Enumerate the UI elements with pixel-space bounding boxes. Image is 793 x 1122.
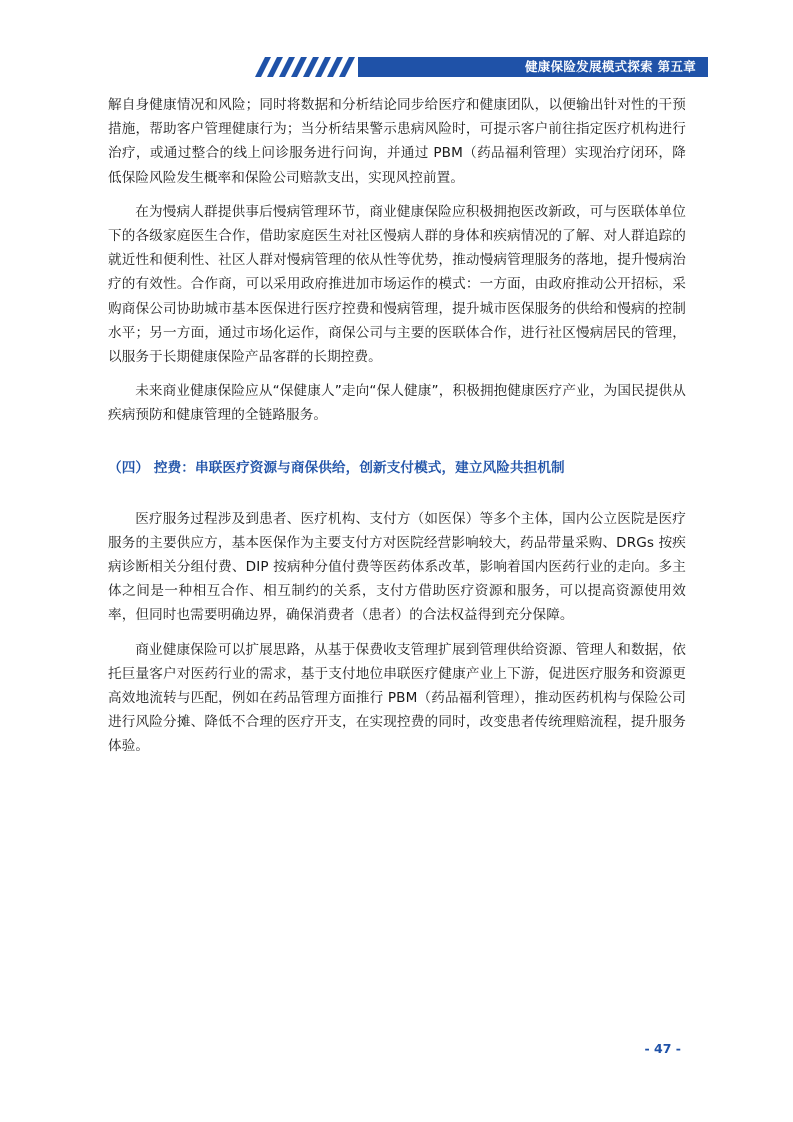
page-header — [0, 0, 793, 90]
header-title: 健康保险发展模式探索 第五章 — [524, 59, 696, 74]
body-paragraph: 在为慢病人群提供事后慢病管理环节，商业健康保险应积极拥抱医改新政，可与医联体单位下的各级家庭医生合作，借助家庭医生对社区慢病人群的身体和疾病情况的了解、对人群追踪的就近性和便利性、社区人群对慢病管理的依从性等优势，推动慢病管理服务的落地，提升慢病治疗的有效性。合作商，可以采用政府推进加市场运作的模式：一方面，由政府推动公开招标，采购商保公司协助城市基本医保进行医疗控费和慢病管理，提升城市医保服务的供给和慢病的控制水平；另一方面，通过市场化运作，商保公司与主要的医联体合作，进行社区慢病居民的管理，以服务于长期健康保险产品客群的长期控费。 — [108, 203, 686, 366]
body-paragraph: 解自身健康情况和风险；同时将数据和分析结论同步给医疗和健康团队，以便输出针对性的干预措施，帮助客户管理健康行为；当分析结果警示患病风险时，可提示客户前往指定医疗机构进行治疗，或通过整合的线上问诊服务进行问询，并通过 PBM（药品福利管理）实现治疗闭环，降低保险风险发生概率和保险公司赔款支出，实现风控前置。 — [108, 97, 686, 186]
header-stripes-decoration — [255, 57, 365, 77]
body-paragraph: 商业健康保险可以扩展思路，从基于保费收支管理扩展到管理供给资源、管理人和数据，依托巨量客户对医药行业的需求，基于支付地位串联医疗健康产业上下游，促进医疗服务和资源更高效地流转与匹配，例如在药品管理方面推行 PBM（药品福利管理），推动医药机构与保险公司进行风险分摊、降低不合理的医疗开支，在实现控费的同时，改变患者传统理赔流程，提升服务体验。 — [108, 641, 686, 755]
page-content — [108, 93, 686, 769]
page-number: - 47 - — [644, 1041, 681, 1056]
body-paragraph: 医疗服务过程涉及到患者、医疗机构、支付方（如医保）等多个主体，国内公立医院是医疗服务的主要供应方，基本医保作为主要支付方对医院经营影响较大，药品带量采购、DRGs 按疾病诊断相关分组付费、DIP 按病种分值付费等医药体系改革，影响着国内医药行业的走向。多主体之间是一种相互合作、相互制约的关系，支付方借助医疗资源和服务，可以提高资源使用效率，但同时也需要明确边界，确保消费者（患者）的合法权益得到充分保障。 — [108, 510, 686, 624]
section-heading: （四） 控费：串联医疗资源与商保供给，创新支付模式，建立风险共担机制 — [108, 459, 565, 476]
body-paragraph: 未来商业健康保险应从“保健康人”走向“保人健康”，积极拥抱健康医疗产业，为国民提供从疾病预防和健康管理的全链路服务。 — [108, 383, 686, 424]
header-bar — [358, 57, 708, 77]
